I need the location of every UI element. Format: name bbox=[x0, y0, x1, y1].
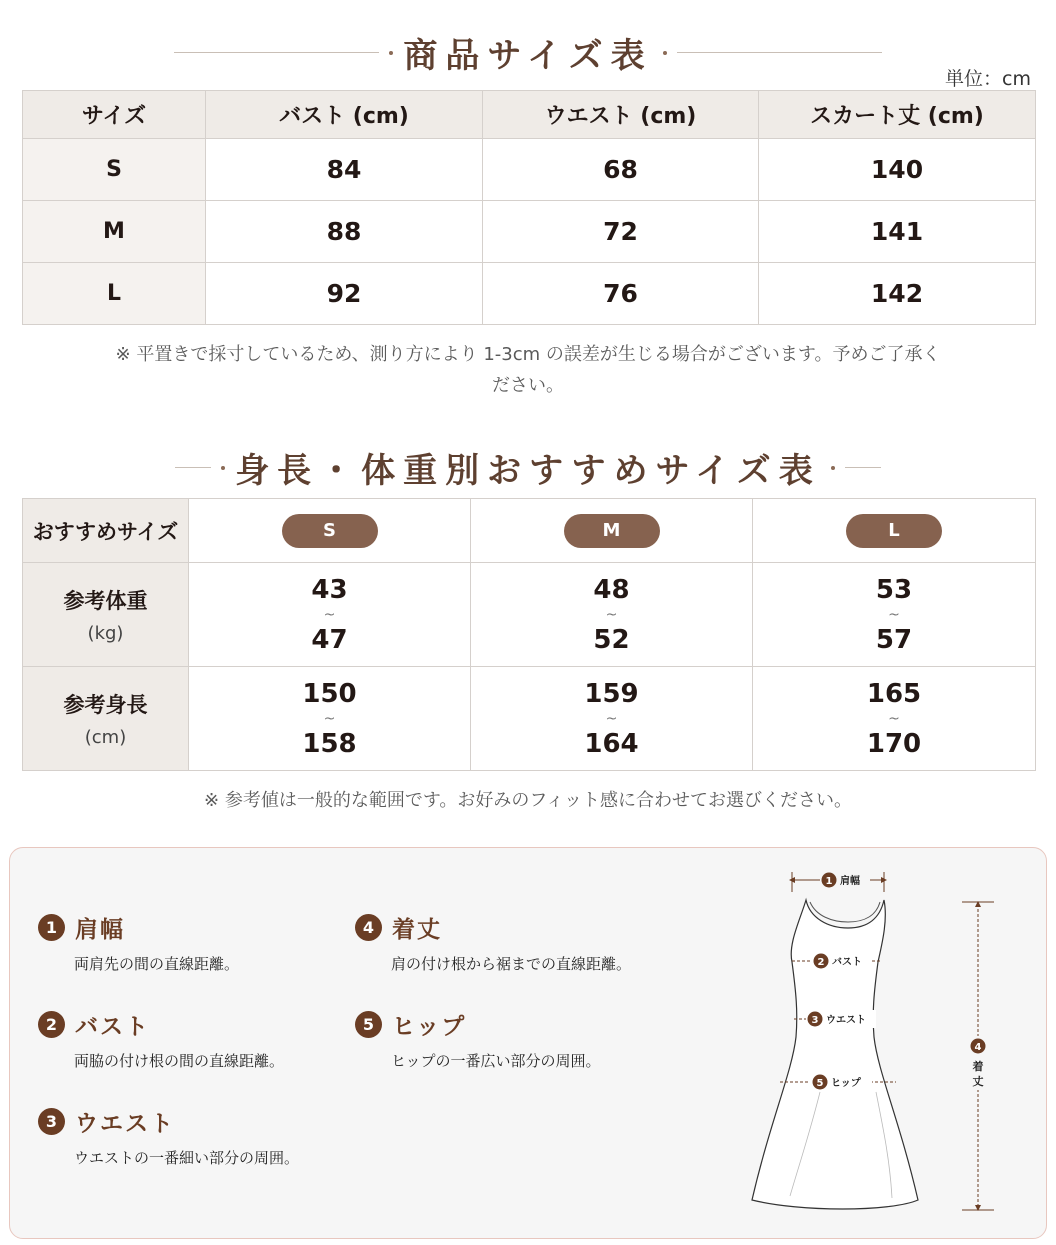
height-cell bbox=[189, 667, 471, 771]
guide-item-waist bbox=[38, 1105, 299, 1168]
skirt-length-cell: 141 bbox=[759, 201, 1036, 263]
size-note-line1: ※ 平置きで採寸しているため、測り方により 1-3cm の誤差が生じる場合がございます。予めご了承く bbox=[115, 344, 941, 365]
guide-item-desc: 両肩先の間の直線距離。 bbox=[74, 955, 240, 973]
height-cell bbox=[753, 667, 1036, 771]
guide-item-desc: ウエストの一番細い部分の周囲。 bbox=[74, 1149, 300, 1167]
table-row bbox=[23, 263, 1036, 325]
weight-max: 52 bbox=[593, 624, 630, 655]
diagram-label-shoulder: 肩幅 bbox=[840, 876, 860, 887]
table-row bbox=[23, 201, 1036, 263]
header-size: サイズ bbox=[23, 91, 206, 139]
guide-item-desc: ヒップの一番広い部分の周囲。 bbox=[391, 1052, 601, 1070]
title-dot bbox=[221, 466, 225, 470]
weight-max: 47 bbox=[311, 624, 348, 655]
height-min: 159 bbox=[584, 678, 639, 709]
number-badge: 3 bbox=[38, 1108, 65, 1135]
number-badge: 2 bbox=[38, 1011, 65, 1038]
svg-text:1: 1 bbox=[825, 876, 833, 887]
size-pill-m: M bbox=[564, 514, 660, 548]
height-unit: (cm) bbox=[84, 727, 127, 748]
height-min: 150 bbox=[302, 678, 357, 709]
weight-min: 53 bbox=[875, 574, 913, 605]
header-waist: ウエスト (cm) bbox=[483, 91, 759, 139]
guide-item-label: ウエスト bbox=[75, 1111, 175, 1137]
unit-label: 単位：cm bbox=[945, 68, 1031, 90]
title-divider-right bbox=[845, 467, 881, 468]
recommend-note: ※ 参考値は一般的な範囲です。お好みのフィット感に合わせてお選びください。 bbox=[204, 790, 852, 811]
table-row bbox=[23, 667, 1036, 771]
guide-item-bust bbox=[38, 1008, 284, 1071]
size-cell bbox=[189, 499, 471, 563]
number-badge: 1 bbox=[38, 914, 65, 941]
diagram-label-hip: ヒップ bbox=[831, 1078, 861, 1089]
size-chart-title-row bbox=[0, 28, 1056, 77]
title-dot bbox=[831, 466, 835, 470]
bust-cell: 88 bbox=[206, 201, 483, 263]
size-cell bbox=[471, 499, 753, 563]
dress-diagram bbox=[740, 862, 1030, 1227]
height-label: 参考身長 bbox=[63, 693, 148, 717]
title-divider-right bbox=[677, 52, 882, 53]
diagram-label-length-2: 丈 bbox=[972, 1075, 984, 1088]
height-label-cell bbox=[23, 667, 189, 771]
size-cell: M bbox=[23, 201, 206, 263]
height-max: 170 bbox=[866, 728, 922, 759]
header-bust: バスト (cm) bbox=[206, 91, 483, 139]
bust-cell: 92 bbox=[206, 263, 483, 325]
size-table-header bbox=[23, 91, 1036, 139]
size-note bbox=[40, 339, 1016, 401]
recommend-title-row bbox=[0, 443, 1056, 492]
range-tilde: ~ bbox=[888, 606, 900, 623]
diagram-label-bust: バスト bbox=[832, 957, 862, 968]
header-skirt-length: スカート丈 (cm) bbox=[759, 91, 1036, 139]
guide-item-shoulder bbox=[38, 911, 239, 974]
guide-item-label: ヒップ bbox=[392, 1014, 467, 1040]
recommend-size-label: おすすめサイズ bbox=[23, 499, 189, 563]
weight-label: 参考体重 bbox=[63, 589, 148, 613]
guide-item-desc: 肩の付け根から裾までの直線距離。 bbox=[391, 955, 632, 973]
title-divider-left bbox=[174, 52, 379, 53]
svg-text:2: 2 bbox=[817, 957, 825, 968]
title-divider-left bbox=[175, 467, 211, 468]
size-note-line2: ださい。 bbox=[492, 375, 564, 396]
table-row bbox=[23, 563, 1036, 667]
title-dot bbox=[389, 51, 393, 55]
svg-text:4: 4 bbox=[974, 1042, 982, 1053]
number-badge: 5 bbox=[355, 1011, 382, 1038]
height-max: 158 bbox=[302, 728, 357, 759]
weight-unit: (kg) bbox=[87, 623, 124, 644]
bust-cell: 84 bbox=[206, 139, 483, 201]
skirt-length-cell: 142 bbox=[759, 263, 1036, 325]
guide-item-label: 肩幅 bbox=[75, 917, 125, 943]
diagram-label-length-1: 着 bbox=[972, 1060, 984, 1073]
range-tilde: ~ bbox=[323, 710, 336, 727]
waist-cell: 72 bbox=[483, 201, 759, 263]
guide-item-hip bbox=[355, 1008, 601, 1071]
table-row bbox=[23, 139, 1036, 201]
diagram-label-waist: ウエスト bbox=[826, 1015, 866, 1026]
height-max: 164 bbox=[584, 728, 639, 759]
range-tilde: ~ bbox=[323, 606, 336, 623]
waist-cell: 68 bbox=[483, 139, 759, 201]
guide-item-desc: 両脇の付け根の間の直線距離。 bbox=[74, 1052, 285, 1070]
height-cell bbox=[471, 667, 753, 771]
guide-item-label: バスト bbox=[75, 1014, 150, 1040]
svg-text:5: 5 bbox=[816, 1078, 824, 1089]
number-badge: 4 bbox=[355, 914, 382, 941]
range-tilde: ~ bbox=[888, 710, 900, 727]
weight-cell bbox=[189, 563, 471, 667]
dress-outline bbox=[752, 900, 918, 1209]
weight-min: 48 bbox=[593, 574, 630, 605]
table-row bbox=[23, 499, 1036, 563]
range-tilde: ~ bbox=[605, 710, 618, 727]
weight-label-cell bbox=[23, 563, 189, 667]
guide-item-label: 着丈 bbox=[392, 917, 442, 943]
skirt-length-cell: 140 bbox=[759, 139, 1036, 201]
size-chart-title: 商品サイズ表 bbox=[403, 36, 653, 76]
height-min: 165 bbox=[866, 678, 922, 709]
weight-cell bbox=[753, 563, 1036, 667]
recommend-table bbox=[22, 498, 1036, 771]
svg-text:3: 3 bbox=[811, 1015, 819, 1026]
size-pill-s: S bbox=[282, 514, 378, 548]
weight-min: 43 bbox=[311, 574, 348, 605]
size-cell bbox=[753, 499, 1036, 563]
size-table bbox=[22, 90, 1036, 325]
weight-cell bbox=[471, 563, 753, 667]
size-pill-l: L bbox=[846, 514, 942, 548]
size-cell: L bbox=[23, 263, 206, 325]
waist-cell: 76 bbox=[483, 263, 759, 325]
recommend-title: 身長・体重別おすすめサイズ表 bbox=[235, 451, 821, 491]
guide-item-length bbox=[355, 911, 631, 974]
weight-max: 57 bbox=[875, 624, 913, 655]
range-tilde: ~ bbox=[605, 606, 618, 623]
title-dot bbox=[663, 51, 667, 55]
size-cell: S bbox=[23, 139, 206, 201]
